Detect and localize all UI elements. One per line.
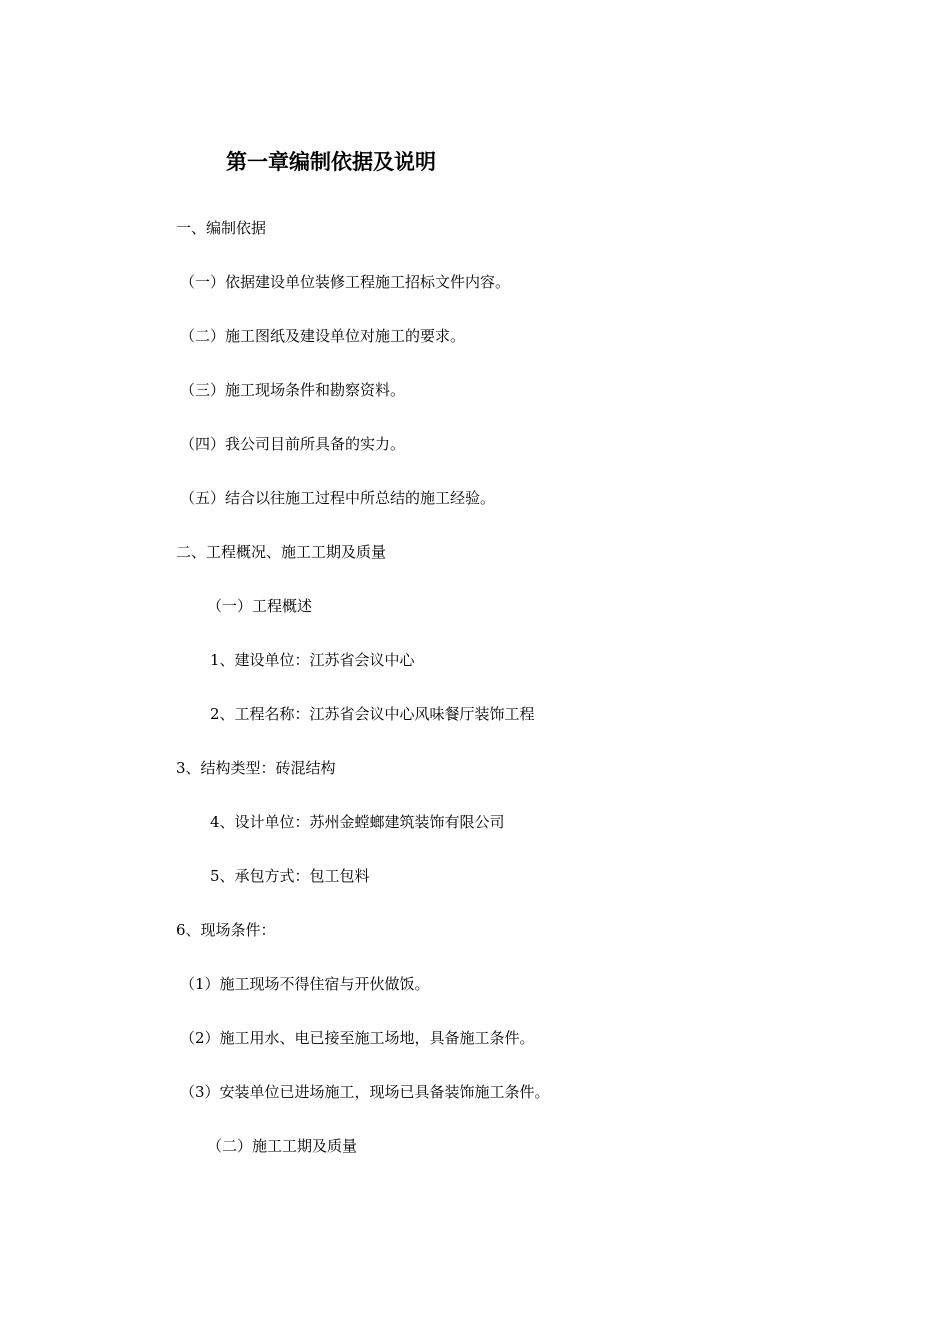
paragraph: （五）结合以往施工过程中所总结的施工经验。 xyxy=(180,489,496,507)
paragraph: （三）施工现场条件和勘察资料。 xyxy=(180,381,406,399)
paragraph: 3、结构类型：砖混结构 xyxy=(176,759,336,777)
paragraph: （一）依据建设单位装修工程施工招标文件内容。 xyxy=(180,273,511,291)
subsection-heading: （二）施工工期及质量 xyxy=(207,1137,358,1155)
chapter-title: 第一章编制依据及说明 xyxy=(226,150,436,174)
paragraph: 2、工程名称：江苏省会议中心风味餐厅装饰工程 xyxy=(210,705,535,723)
paragraph: 1、建设单位：江苏省会议中心 xyxy=(210,651,415,669)
section-heading: 二、工程概况、施工工期及质量 xyxy=(176,543,387,561)
subsection-heading: （一）工程概述 xyxy=(207,597,313,615)
paragraph: 4、设计单位：苏州金螳螂建筑装饰有限公司 xyxy=(210,813,505,831)
paragraph: 5、承包方式：包工包料 xyxy=(210,867,370,885)
paragraph: （1）施工现场不得住宿与开伙做饭。 xyxy=(180,975,430,993)
paragraph: （二）施工图纸及建设单位对施工的要求。 xyxy=(180,327,466,345)
paragraph: （3）安装单位已进场施工，现场已具备装饰施工条件。 xyxy=(180,1083,550,1101)
paragraph: （四）我公司目前所具备的实力。 xyxy=(180,435,406,453)
paragraph: 6、现场条件： xyxy=(176,921,276,939)
paragraph: （2）施工用水、电已接至施工场地，具备施工条件。 xyxy=(180,1029,535,1047)
section-heading: 一、编制依据 xyxy=(176,219,267,237)
